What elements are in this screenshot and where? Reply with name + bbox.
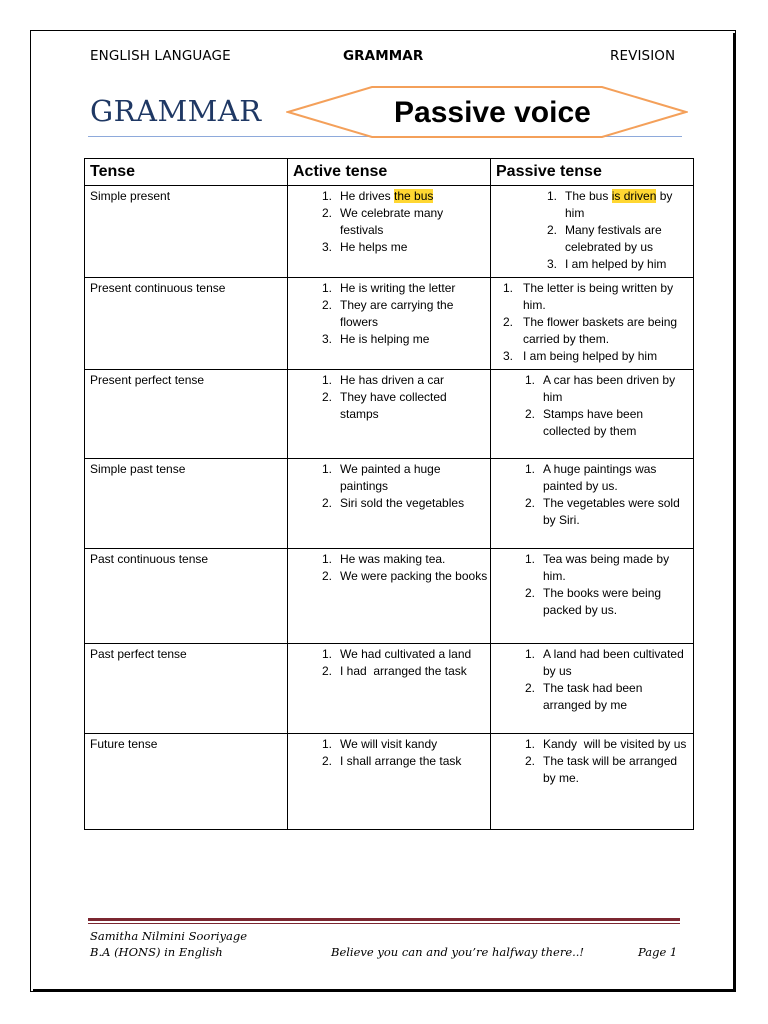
tense-cell: Simple past tense [85, 459, 288, 549]
item-text: He is writing the letter [340, 281, 456, 295]
list-item: 1. A car has been driven by him [524, 373, 676, 404]
list-item: 2. Many festivals are celebrated by us [546, 223, 662, 254]
highlighted-text: is driven [611, 189, 657, 203]
item-text: We celebrate many festivals [340, 206, 444, 237]
table-row [85, 370, 694, 459]
tense-cell: Simple present [85, 186, 288, 278]
item-text: We had cultivated a land [340, 647, 472, 661]
item-text: I am being helped by him [523, 349, 658, 363]
passive-cell [491, 549, 694, 644]
list-item: 1. He is writing the letter [321, 281, 456, 295]
active-cell [288, 278, 491, 370]
item-text: Siri sold the vegetables [340, 496, 465, 510]
list-item: 1. He was making tea. [321, 552, 446, 566]
item-text: He helps me [340, 240, 408, 254]
active-cell [288, 734, 491, 830]
list-item: 2. The vegetables were sold by Siri. [524, 496, 680, 527]
column-header-active: Active tense [288, 159, 491, 186]
item-text: I am helped by him [565, 257, 667, 271]
passive-cell [491, 186, 694, 278]
item-text: We were packing the books [340, 569, 488, 583]
item-text: by him [565, 189, 673, 220]
item-text: We will visit kandy [340, 737, 438, 751]
item-text: The flower baskets are being carried by them. [523, 315, 678, 346]
item-text: I shall arrange the task [340, 754, 462, 768]
list-item: 2. The books were being packed by us. [524, 586, 662, 617]
list-item: 2. They have collected stamps [321, 390, 447, 421]
passive-cell [491, 459, 694, 549]
page-number: Page 1 [638, 945, 678, 959]
active-cell [288, 370, 491, 459]
item-text: The books were being packed by us. [543, 586, 662, 617]
highlighted-text: the bus [394, 189, 434, 203]
tense-cell: Past continuous tense [85, 549, 288, 644]
item-text: A car has been driven by him [543, 373, 676, 404]
list-item: 2. The task had been arranged by me [524, 681, 643, 712]
list-item: 1. He has driven a car [321, 373, 445, 387]
list-item: 2. We were packing the books [321, 569, 488, 583]
item-text: I had arranged the task [340, 664, 467, 678]
list-item: 2. We celebrate many festivals [321, 206, 444, 237]
item-text: A land had been cultivated by us [543, 647, 684, 678]
banner-title: Passive voice [394, 96, 591, 129]
list-item: 2. I had arranged the task [321, 664, 467, 678]
table-row [85, 549, 694, 644]
item-text: The task had been arranged by me [543, 681, 643, 712]
list-item: 1. We will visit kandy [321, 737, 438, 751]
item-text: Many festivals are celebrated by us [565, 223, 662, 254]
item-text: We painted a huge paintings [340, 462, 441, 493]
list-item: 1. We had cultivated a land [321, 647, 472, 661]
author-degree: B.A (HONS) in English [90, 945, 223, 959]
tense-cell: Present continuous tense [85, 278, 288, 370]
table-row [85, 734, 694, 830]
item-text: A huge paintings was painted by us. [543, 462, 657, 493]
passive-cell [491, 644, 694, 734]
header-topic: GRAMMAR [343, 48, 424, 64]
item-text: Tea was being made by him. [543, 552, 670, 583]
list-item: 1. A land had been cultivated by us [524, 647, 684, 678]
list-item: 2. Stamps have been collected by them [524, 407, 644, 438]
item-text: Kandy will be visited by us [543, 737, 687, 751]
list-item: 2. They are carrying the flowers [321, 298, 454, 329]
tense-table [84, 158, 694, 830]
page-title: GRAMMAR [90, 94, 262, 128]
item-text: He is helping me [340, 332, 430, 346]
list-item: 1. The bus is driven by him [546, 189, 673, 220]
table-row [85, 278, 694, 370]
item-text: The task will be arranged by me. [543, 754, 678, 785]
header-subject: ENGLISH LANGUAGE [90, 48, 231, 64]
item-text: The vegetables were sold by Siri. [543, 496, 680, 527]
footer-quote: Believe you can and you’re halfway there..! [331, 945, 585, 959]
list-item: 1. He drives the bus [321, 189, 434, 203]
table-row [85, 459, 694, 549]
list-item: 2. The flower baskets are being carried by them. [502, 315, 678, 346]
item-text: They have collected stamps [340, 390, 447, 421]
passive-cell [491, 734, 694, 830]
tense-cell: Future tense [85, 734, 288, 830]
list-item: 1. We painted a huge paintings [321, 462, 441, 493]
table-header-row [85, 159, 694, 186]
table-row [85, 644, 694, 734]
passive-cell [491, 278, 694, 370]
item-text: The bus [565, 189, 612, 203]
item-text: Stamps have been collected by them [543, 407, 644, 438]
tense-cell: Past perfect tense [85, 644, 288, 734]
list-item: 3. He is helping me [321, 332, 430, 346]
list-item: 1. Kandy will be visited by us [524, 737, 687, 751]
item-text: He has driven a car [340, 373, 445, 387]
list-item: 1. A huge paintings was painted by us. [524, 462, 657, 493]
list-item: 2. Siri sold the vegetables [321, 496, 465, 510]
list-item: 3. I am helped by him [546, 257, 667, 271]
item-text: The letter is being written by him. [523, 281, 674, 312]
column-header-passive: Passive tense [491, 159, 694, 186]
header-type: REVISION [610, 48, 676, 64]
tense-cell: Present perfect tense [85, 370, 288, 459]
footer-rule-thin [88, 923, 680, 924]
list-item: 3. He helps me [321, 240, 408, 254]
table-row [85, 186, 694, 278]
list-item: 1. Tea was being made by him. [524, 552, 670, 583]
column-header-tense: Tense [85, 159, 288, 186]
active-cell [288, 549, 491, 644]
list-item: 2. I shall arrange the task [321, 754, 462, 768]
author-name: Samitha Nilmini Sooriyage [90, 929, 248, 943]
item-text: He drives [340, 189, 395, 203]
active-cell [288, 459, 491, 549]
list-item: 2. The task will be arranged by me. [524, 754, 678, 785]
list-item: 3. I am being helped by him [502, 349, 658, 363]
item-text: He was making tea. [340, 552, 446, 566]
active-cell [288, 644, 491, 734]
active-cell [288, 186, 491, 278]
footer-rule [88, 918, 680, 921]
list-item: 1. The letter is being written by him. [502, 281, 674, 312]
passive-cell [491, 370, 694, 459]
item-text: They are carrying the flowers [340, 298, 454, 329]
